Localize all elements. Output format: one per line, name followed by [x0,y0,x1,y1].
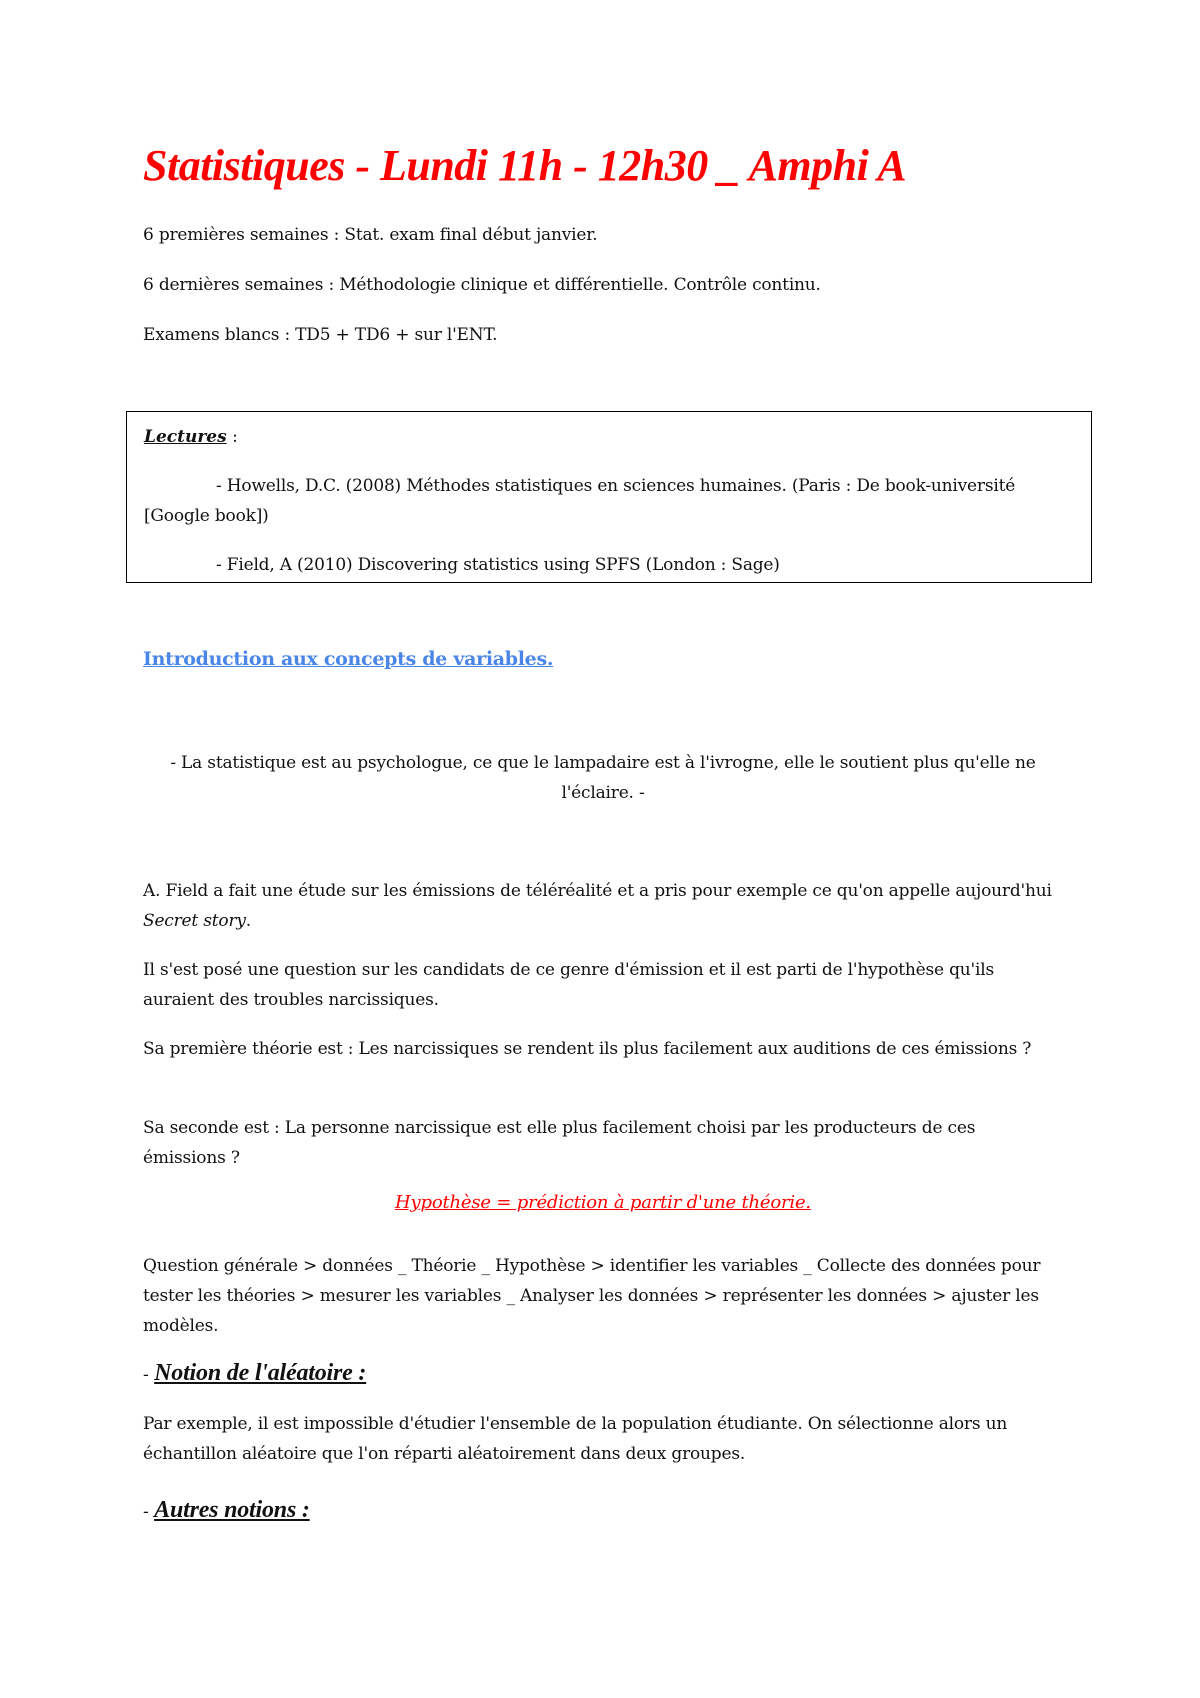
body-paragraph-3: Sa première théorie est : Les narcissiques se rendent ils plus facilement aux auditions de ces émissions ? [143,1039,1032,1059]
intro-line-1: 6 premières semaines : Stat. exam final début janvier. [143,225,598,245]
page-title: Statistiques - Lundi 11h - 12h30 _ Amphi A [143,141,907,190]
notion-aleatoire-title: Notion de l'aléatoire : [154,1360,367,1386]
notion-aleatoire-heading [143,1360,366,1387]
notion-aleatoire-dash: - [143,1365,155,1385]
body-paragraph-1-text: A. Field a fait une étude sur les émissions de téléréalité et a pris pour exemple ce qu'on appelle aujourd'hui [143,881,1052,901]
intro-line-2: 6 dernières semaines : Méthodologie clinique et différentielle. Contrôle continu. [143,275,821,295]
autres-notions-title: Autres notions : [154,1497,310,1523]
body-paragraph-1-end: . [245,911,251,931]
body-paragraph-4: Sa seconde est : La personne narcissique est elle plus facilement choisi par les producteurs de ces émissions ? [143,1118,976,1168]
lectures-label-suffix: : [226,427,238,447]
hypothesis-definition: Hypothèse = prédiction à partir d'une théorie. [395,1192,811,1213]
section-title-link[interactable]: Introduction aux concepts de variables. [143,648,554,670]
lectures-box [126,411,1092,583]
quote-paragraph: - La statistique est au psychologue, ce que le lampadaire est à l'ivrogne, elle le soutient plus qu'elle ne l'éclaire. - [170,753,1036,803]
lectures-label [144,422,238,452]
lectures-label-text: Lectures [144,427,227,447]
intro-line-3: Examens blancs : TD5 + TD6 + sur l'ENT. [143,325,498,345]
autres-notions-dash: - [143,1502,155,1522]
body-paragraph-2: Il s'est posé une question sur les candidats de ce genre d'émission et il est parti de l'hypothèse qu'ils auraient des troubles narcissiques. [143,960,994,1010]
body-paragraph-1 [143,876,1063,936]
lecture-reference-1: - Howells, D.C. (2008) Méthodes statistiques en sciences humaines. (Paris : De book-université [Google book]) [144,476,1016,526]
body-paragraph-5: Question générale > données _ Théorie _ Hypothèse > identifier les variables _ Collecte des données pour tester les théories > mesurer les variables _ Analyser les données > représenter les données > ajuster les modèles. [143,1256,1041,1336]
secret-story-title: Secret story [143,911,246,931]
lecture-reference-2: - Field, A (2010) Discovering statistics using SPFS (London : Sage) [216,555,780,575]
autres-notions-heading [143,1497,310,1524]
notion-aleatoire-paragraph: Par exemple, il est impossible d'étudier l'ensemble de la population étudiante. On sélectionne alors un échantillon aléatoire que l'on réparti aléatoirement dans deux groupes. [143,1414,1008,1464]
